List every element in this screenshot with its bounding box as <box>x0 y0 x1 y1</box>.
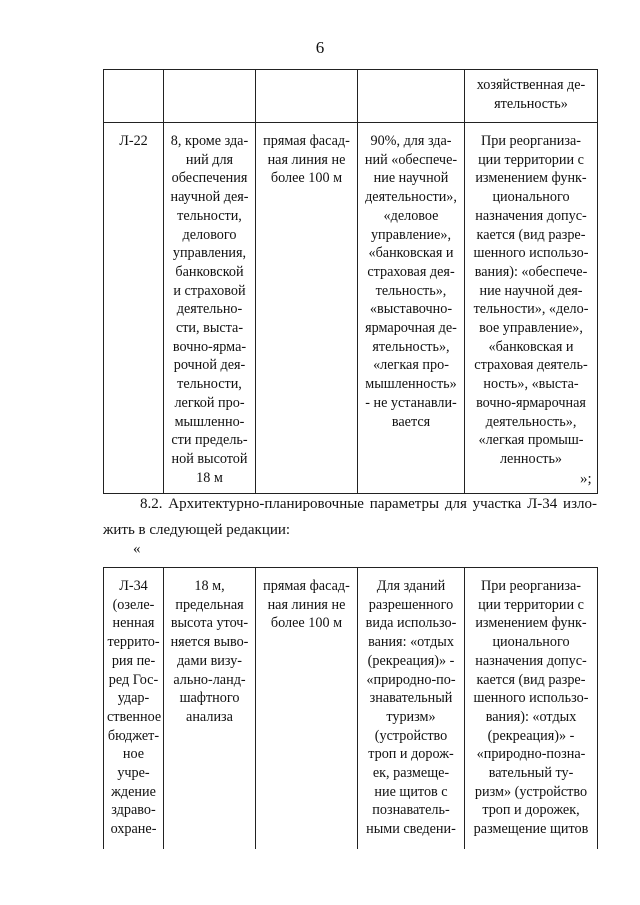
table-cell: хозяйственная де- ятельность» <box>465 70 598 123</box>
parameters-table-l34 <box>103 567 598 849</box>
table-cell <box>358 70 465 123</box>
table-cell <box>104 70 164 123</box>
reorganization-cell: При реорганиза- ции территории с изменением функ- ционального назначения допус- кается (вид разре- шенного использо- вания): «обеспече- ние научной дея- тельности», «дело- вое управление», «банковская и страховая деятель- ность», «выста- вочно-ярмарочная деятельность», «легкая промыш- ленность» <box>465 123 598 494</box>
facade-line-cell: прямая фасад- ная линия не более 100 м <box>256 568 358 850</box>
table-cell <box>256 70 358 123</box>
height-limit-cell: 8, кроме зда- ний для обеспечения научной дея- тельности, делового управления, банковской и страховой деятельно- сти, выста- вочно-ярма- рочной дея- тельности, легкой про- мышленно- сти предель- ной высотой 18 м <box>164 123 256 494</box>
facade-line-cell: прямая фасад- ная линия не более 100 м <box>256 123 358 494</box>
parameters-table-l22 <box>103 69 598 494</box>
opening-quote: « <box>133 541 141 557</box>
zone-code-cell: Л-22 <box>104 123 164 494</box>
height-limit-cell: 18 м, предельная высота уточ- няется выво- дами визу- ально-ланд- шафтного анализа <box>164 568 256 850</box>
closing-quote: »; <box>580 471 592 487</box>
table-row <box>104 568 598 850</box>
permitted-use-cell: Для зданий разрешенного вида использо- вания: «отдых (рекреация)» - «природно-по- знавательный туризм» (устройство троп и дорож- ек, размеще- ние щитов с познаватель- ными сведени- <box>358 568 465 850</box>
table-cell <box>164 70 256 123</box>
zone-code-cell: Л-34 (озеле- ненная террито- рия пе- ред Гос- удар- ственное бюджет- ное учре- ждение здраво- охране- <box>104 568 164 850</box>
density-cell: 90%, для зда- ний «обеспече- ние научной деятельности», «деловое управление», «банковская и страховая дея- тельность», «выставочно- ярмарочная де- ятельность», «легкая про- мышленность» - не устанавли- вается <box>358 123 465 494</box>
page-number: 6 <box>315 38 325 57</box>
table-row <box>104 70 598 123</box>
table-row <box>104 123 598 494</box>
amendment-paragraph: 8.2. Архитектурно-планировочные параметры для участка Л-34 изло-жить в следующей редакции: <box>103 496 597 538</box>
reorganization-cell: При реорганиза- ции территории с изменением функ- ционального назначения допус- кается (вид разре- шенного использо- вания): «отдых (рекреация)» - «природно-позна- вательный ту- ризм» (устройство троп и дорожек, размещение щитов <box>465 568 598 850</box>
